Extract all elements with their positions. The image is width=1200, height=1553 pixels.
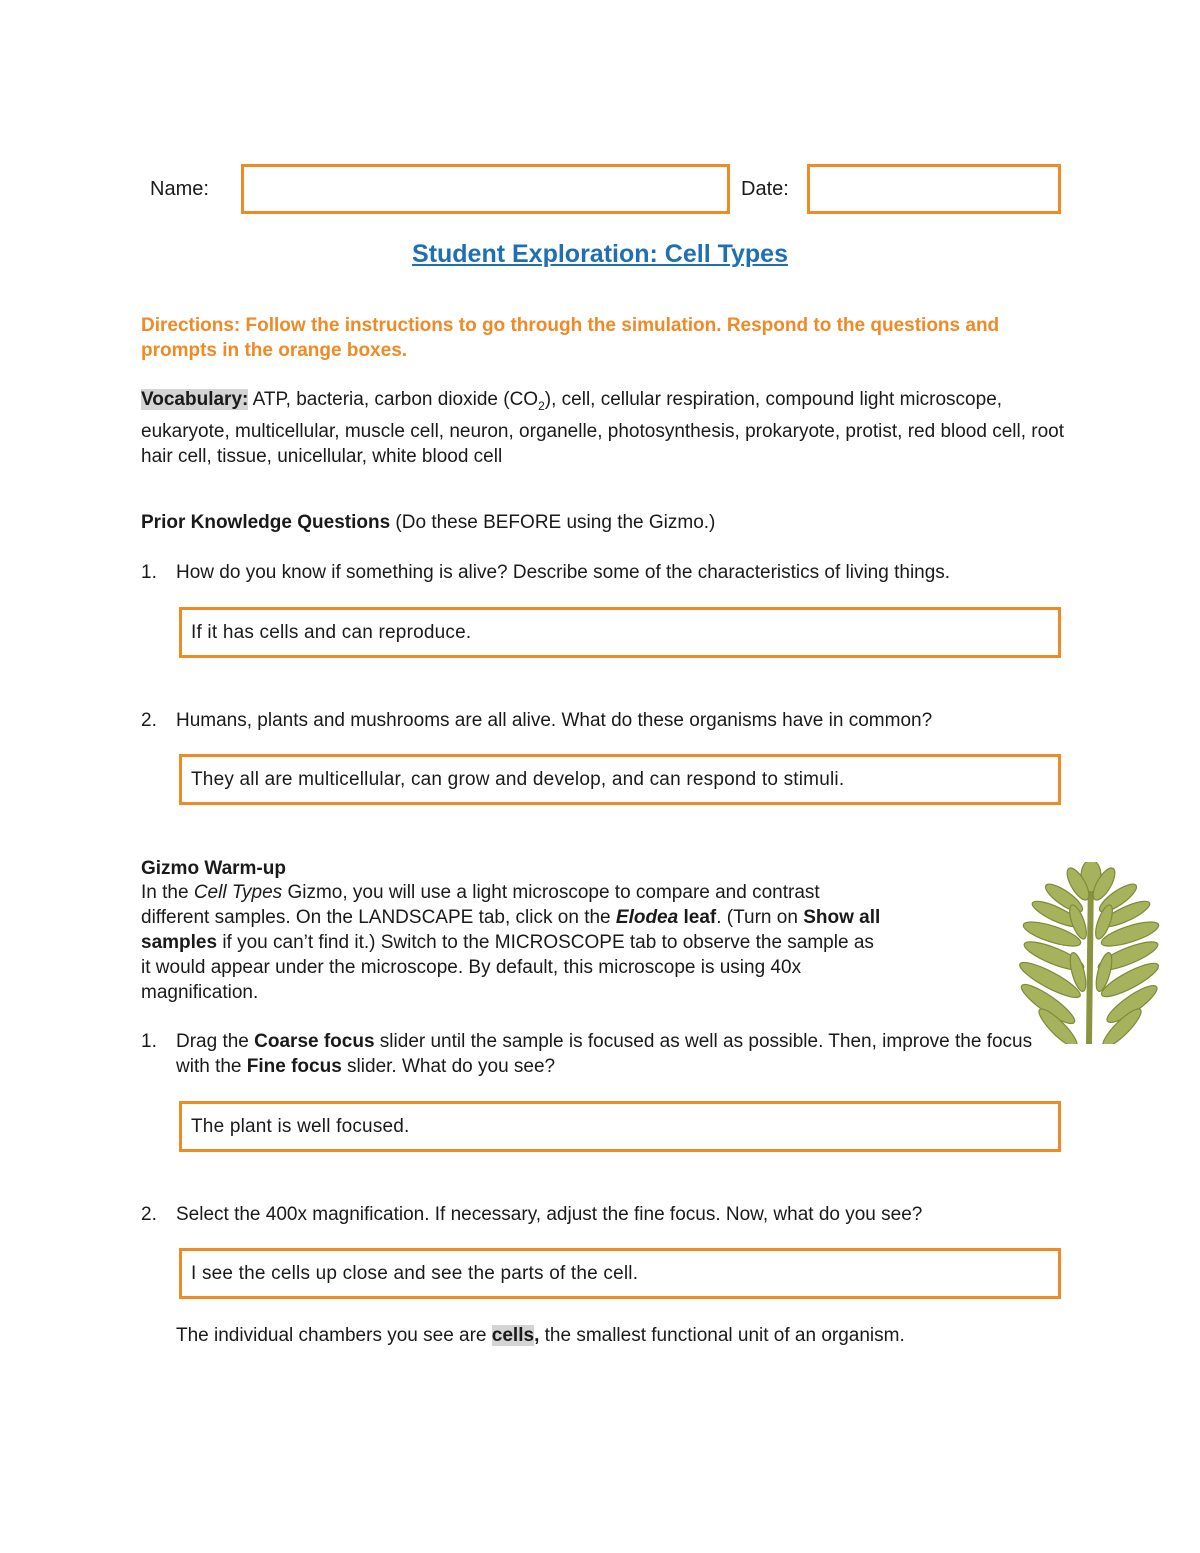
answer-box-prior-2[interactable]: They all are multicellular, can grow and develop, and can respond to stimuli. bbox=[179, 754, 1061, 805]
warmup-intro: In the Cell Types Gizmo, you will use a light microscope to compare and contrast different samples. On the LANDSCAPE tab, click on the Elodea leaf. (Turn on Show all samples if you can’t find it.) Switch to the MICROSCOPE tab to observe the sample as it would appear under the microscope. By default, this microscope is using 40x magnification. bbox=[141, 882, 881, 1003]
vocabulary-label: Vocabulary: bbox=[141, 389, 249, 410]
name-input[interactable] bbox=[241, 164, 730, 214]
date-label: Date: bbox=[741, 178, 789, 200]
warmup-heading: Gizmo Warm-up bbox=[141, 858, 286, 879]
answer-box-prior-1[interactable]: If it has cells and can reproduce. bbox=[179, 607, 1061, 658]
name-label: Name: bbox=[150, 178, 209, 200]
directions-text: Directions: Follow the instructions to go through the simulation. Respond to the questions and prompts in the orange boxes. bbox=[141, 315, 1000, 361]
prior-question-2: 2. Humans, plants and mushrooms are all alive. What do these organisms have in common? bbox=[141, 710, 933, 731]
closing-sentence: The individual chambers you see are cells, the smallest functional unit of an organism. bbox=[176, 1325, 905, 1346]
page-title: Student Exploration: Cell Types bbox=[412, 240, 788, 268]
prior-knowledge-heading: Prior Knowledge Questions (Do these BEFORE using the Gizmo.) bbox=[141, 512, 716, 533]
date-input[interactable] bbox=[807, 164, 1061, 214]
prior-question-1: 1. How do you know if something is alive? Describe some of the characteristics of living things. bbox=[141, 562, 951, 583]
warmup-question-2: 2. Select the 400x magnification. If necessary, adjust the fine focus. Now, what do you see? bbox=[141, 1204, 923, 1225]
vocabulary-paragraph: Vocabulary: ATP, bacteria, carbon dioxide $(CO_2)$, cell, cellular respiration, compound light microscope, eukaryote, multicellular, muscle cell, neuron, organelle, photosynthesis, prokaryote, protist, red blood cell, root hair cell, tissue, unicellular, white blood cell bbox=[141, 389, 1065, 467]
elodea-plant-icon bbox=[1018, 862, 1160, 1044]
answer-box-warmup-1[interactable]: The plant is well focused. bbox=[179, 1101, 1061, 1152]
answer-box-warmup-2[interactable]: I see the cells up close and see the parts of the cell. bbox=[179, 1248, 1061, 1299]
warmup-question-1: 1. Drag the Coarse focus slider until the sample is focused as well as possible. Then, improve the focus with the Fine focus slider. What do you see? bbox=[141, 1031, 1033, 1077]
